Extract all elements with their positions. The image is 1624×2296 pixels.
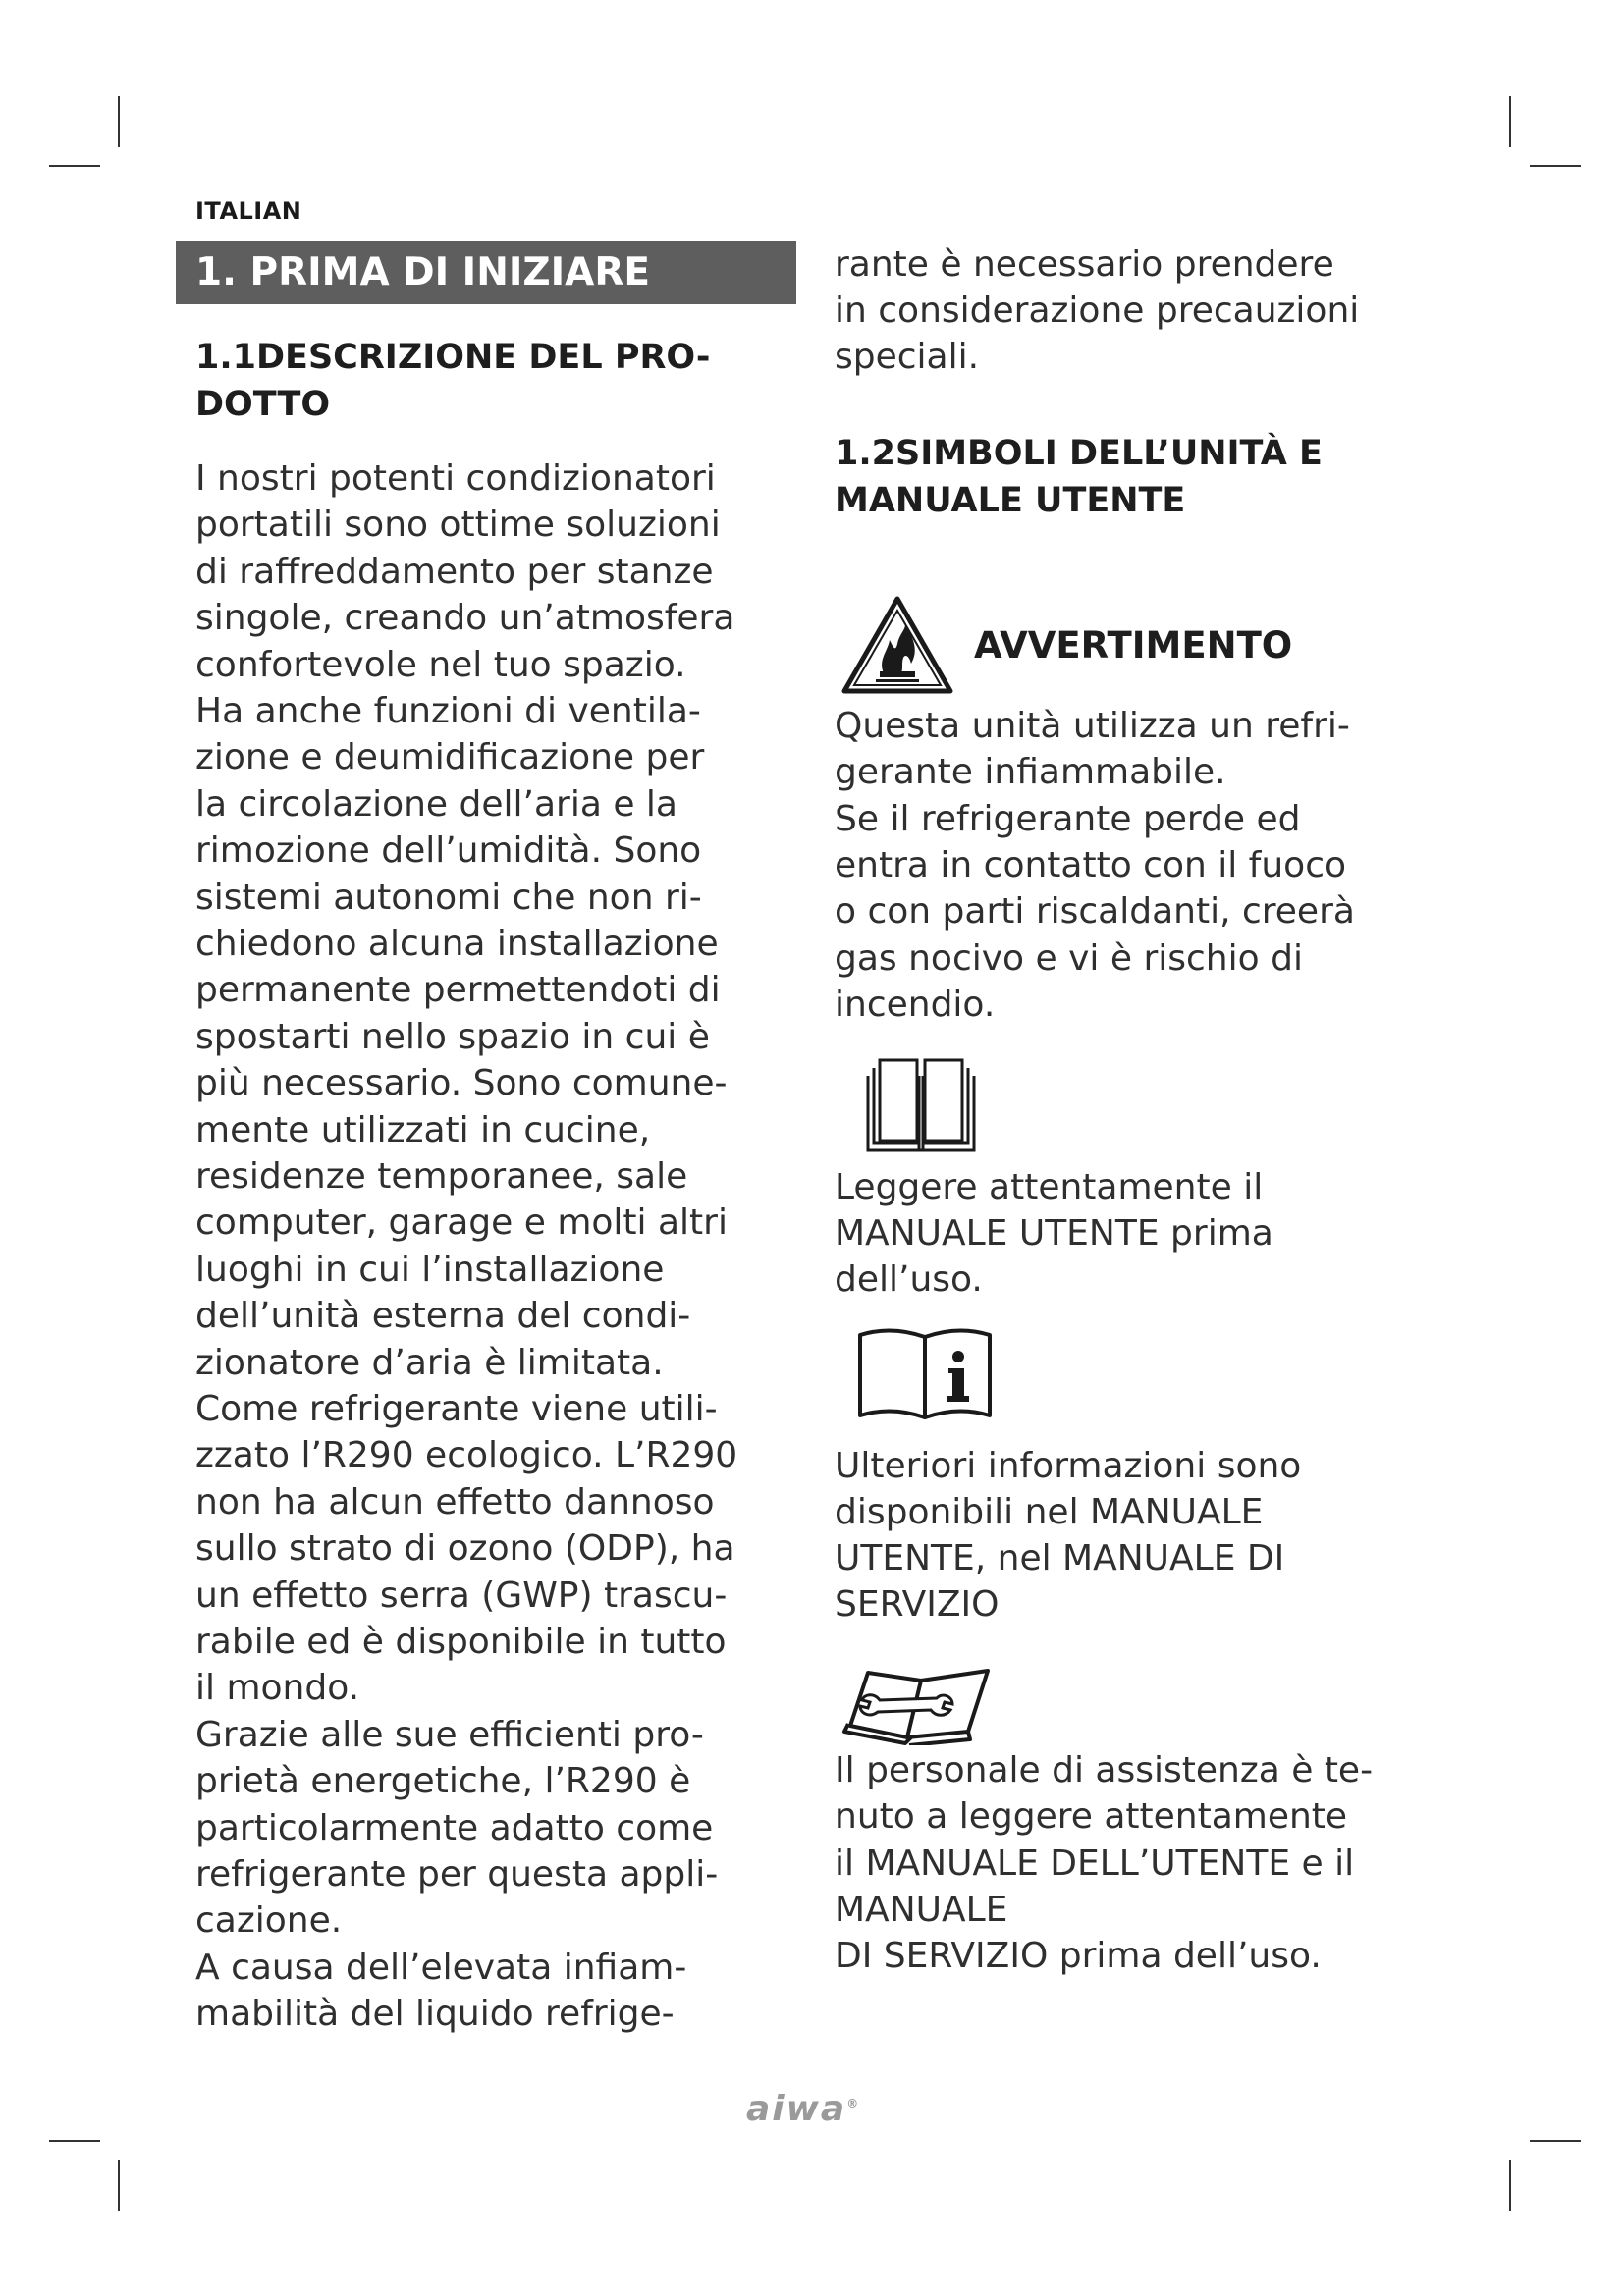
aiwa-logo: [746, 2089, 860, 2129]
heading-line: 1.2SIMBOLI DELL’UNITÀ E: [835, 434, 1323, 473]
text-line: zionatore d’aria è limitata.: [195, 1342, 664, 1383]
text-line: prietà energetiche, l’R290 è: [195, 1761, 691, 1802]
text-line: MANUALE: [835, 1889, 1008, 1930]
text-line: il MANUALE DELL’UTENTE e il: [835, 1842, 1355, 1884]
text-line: residenze temporanee, sale: [195, 1156, 688, 1197]
text-line: un effetto serra (GWP) trascu-: [195, 1575, 728, 1616]
flammable-warning-icon: [840, 595, 954, 695]
text-line: la circolazione dell’aria e la: [195, 783, 677, 825]
crop-mark: [49, 165, 100, 167]
text-line: Ha anche funzioni di ventila-: [195, 691, 701, 731]
text-line: particolarmente adatto come: [195, 1807, 714, 1848]
text-line: portatili sono ottime soluzioni: [195, 505, 721, 546]
text-line: spostarti nello spazio in cui è: [195, 1016, 710, 1057]
text-line: incendio.: [835, 984, 996, 1025]
text-line: Come refrigerante viene utili-: [195, 1389, 718, 1429]
text-line: zzato l’R290 ecologico. L’R290: [195, 1435, 738, 1476]
text-line: speciali.: [835, 337, 980, 377]
section-banner: [176, 241, 796, 304]
text-line: SERVIZIO: [835, 1584, 1000, 1625]
text-line: non ha alcun effetto dannoso: [195, 1481, 715, 1522]
text-line: di raffreddamento per stanze: [195, 551, 714, 592]
text-line: in considerazione precauzioni: [835, 291, 1360, 331]
text-line: dell’unità esterna del condi-: [195, 1296, 691, 1337]
heading-line: MANUALE UTENTE: [835, 481, 1186, 520]
text-line: il mondo.: [195, 1668, 360, 1709]
text-line: più necessario. Sono comune-: [195, 1063, 728, 1104]
text-line: I nostri potenti condizionatori: [195, 458, 716, 499]
heading-line: 1.1DESCRIZIONE DEL PRO-: [195, 338, 711, 377]
open-book-icon: [860, 1054, 982, 1158]
text-line: chiedono alcuna installazione: [195, 924, 719, 964]
text-line: Il personale di assistenza è te-: [835, 1750, 1374, 1790]
text-line: o con parti riscaldanti, creerà: [835, 891, 1355, 933]
text-line: Questa unità utilizza un refri-: [835, 706, 1350, 746]
text-line: entra in contatto con il fuoco: [835, 844, 1347, 885]
text-line: rante è necessario prendere: [835, 244, 1334, 285]
text-line: gas nocivo e vi è rischio di: [835, 937, 1303, 979]
text-line: Grazie alle sue efficienti pro-: [195, 1714, 704, 1755]
text-line: luoghi in cui l’installazione: [195, 1249, 665, 1290]
text-line: singole, creando un’atmosfera: [195, 598, 735, 639]
text-line: disponibili nel MANUALE: [835, 1492, 1264, 1532]
text-line: zione e deumidificazione per: [195, 737, 705, 778]
crop-mark: [1509, 2160, 1511, 2211]
info-manual-icon: [856, 1323, 994, 1421]
text-line: gerante infiammabile.: [835, 752, 1226, 793]
text-line: refrigerante per questa appli-: [195, 1854, 719, 1895]
text-line: UTENTE, nel MANUALE DI: [835, 1538, 1285, 1578]
text-line: confortevole nel tuo spazio.: [195, 644, 686, 685]
heading-line: DOTTO: [195, 385, 331, 424]
text-line: permanente permettendoti di: [195, 970, 721, 1011]
crop-mark: [118, 96, 120, 147]
warning-title: AVVERTIMENTO: [974, 624, 1293, 667]
crop-mark: [1530, 165, 1581, 167]
crop-mark: [49, 2140, 100, 2142]
text-line: Ulteriori informazioni sono: [835, 1446, 1302, 1486]
text-line: MANUALE UTENTE prima: [835, 1213, 1273, 1254]
text-line: mabilità del liquido refrige-: [195, 1994, 675, 2035]
crop-mark: [1509, 96, 1511, 147]
text-line: sistemi autonomi che non ri-: [195, 877, 702, 918]
crop-mark: [1530, 2140, 1581, 2142]
text-line: dell’uso.: [835, 1259, 983, 1300]
logo-registered-mark: ®: [846, 2097, 861, 2110]
text-line: rabile ed è disponibile in tutto: [195, 1622, 727, 1662]
section-title: 1. PRIMA DI INIZIARE: [195, 250, 650, 294]
logo-text: aiwa: [746, 2089, 847, 2129]
crop-mark: [118, 2160, 120, 2211]
text-line: DI SERVIZIO prima dell’uso.: [835, 1936, 1322, 1977]
text-line: Se il refrigerante perde ed: [835, 798, 1301, 839]
text-line: computer, garage e molti altri: [195, 1202, 728, 1244]
text-line: sullo strato di ozono (ODP), ha: [195, 1528, 735, 1570]
service-manual-icon: [840, 1663, 1003, 1745]
text-line: A causa dell’elevata infiam-: [195, 1947, 687, 1988]
text-line: nuto a leggere attentamente: [835, 1796, 1348, 1838]
text-line: cazione.: [195, 1900, 343, 1942]
text-line: mente utilizzati in cucine,: [195, 1109, 651, 1150]
text-line: Leggere attentamente il: [835, 1167, 1264, 1207]
language-label: ITALIAN: [195, 197, 302, 225]
text-line: rimozione dell’umidità. Sono: [195, 830, 702, 872]
